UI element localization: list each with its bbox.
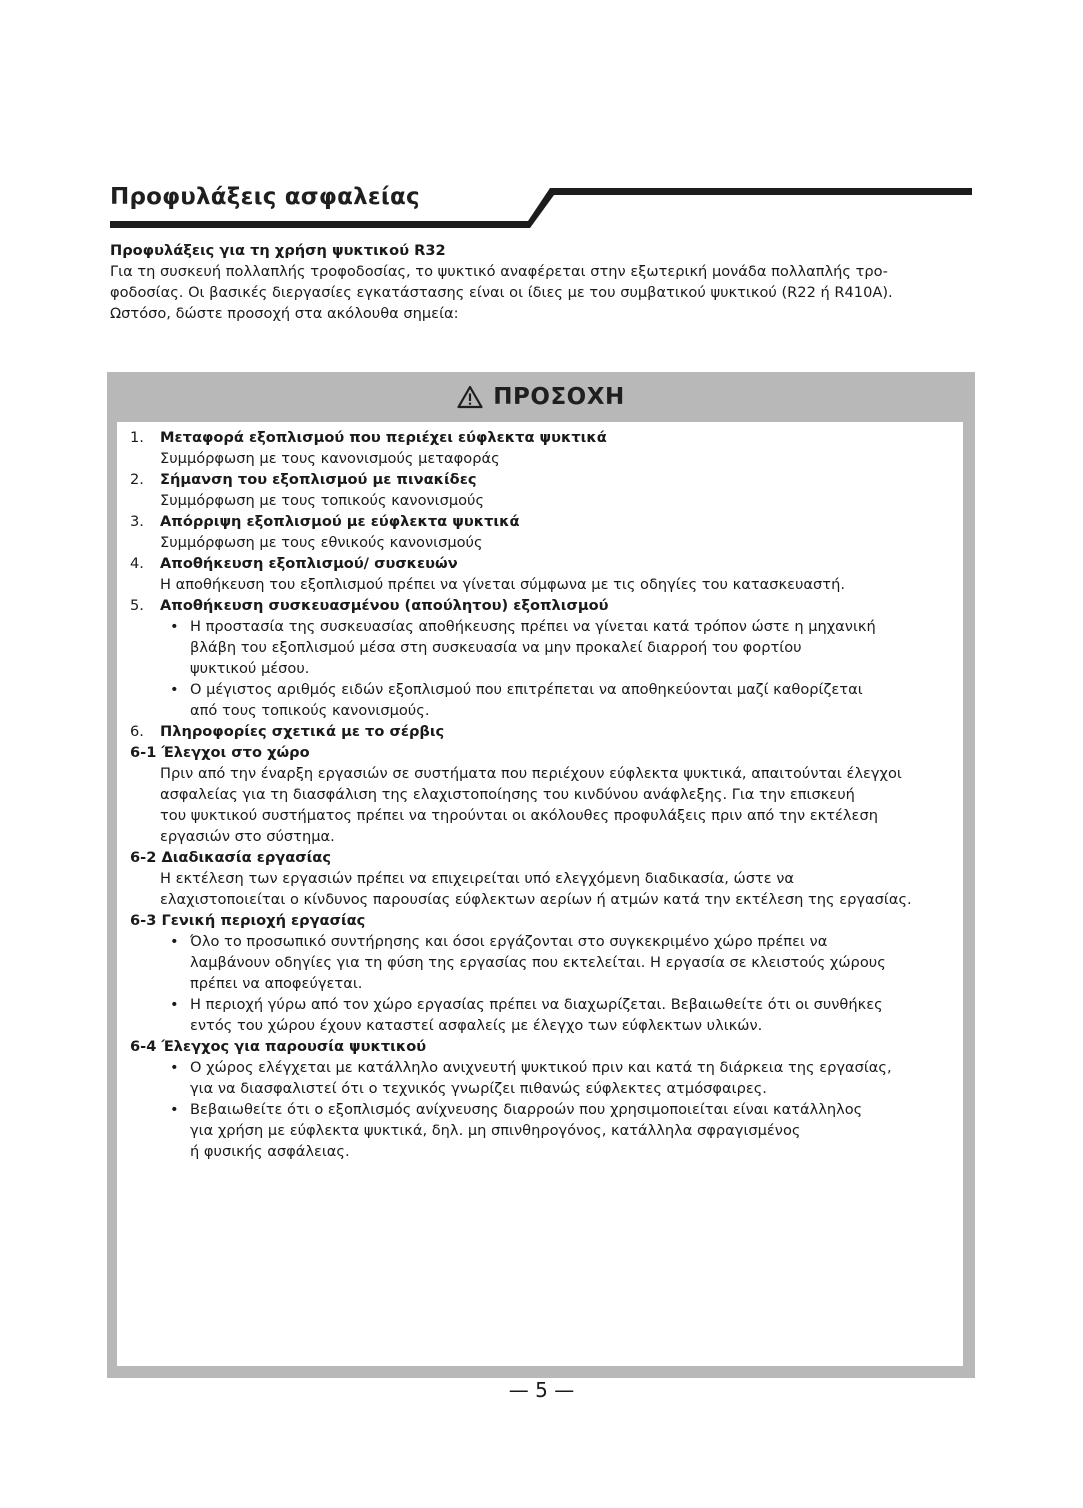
subsection-title: 6-2 Διαδικασία εργασίας — [130, 849, 331, 866]
subsection-title: 6-3 Γενική περιοχή εργασίας — [130, 912, 366, 929]
bullet-item — [117, 1057, 963, 1099]
bullet-line: για να διασφαλιστεί ότι ο τεχνικός γνωρίζει πιθανώς εύφλεκτες ατμόσφαιρες. — [190, 1080, 767, 1097]
bullet-dot: • — [170, 933, 179, 950]
item-body: Συμμόρφωση με τους τοπικούς κανονισμούς — [160, 492, 485, 509]
item-number: 5. — [130, 597, 144, 614]
caution-item — [117, 553, 963, 595]
bullet-item — [117, 679, 963, 721]
bullet-dot: • — [170, 681, 179, 698]
item-number: 3. — [130, 513, 144, 530]
warning-triangle-icon — [457, 385, 483, 409]
item-title: Αποθήκευση συσκευασμένου (απούλητου) εξοπλισμού — [160, 597, 609, 614]
bullet-dot: • — [170, 618, 179, 635]
item-title: Μεταφορά εξοπλισμού που περιέχει εύφλεκτα ψυκτικά — [160, 429, 607, 446]
subsection-line: Η εκτέλεση των εργασιών πρέπει να επιχειρείται υπό ελεγχόμενη διαδικασία, ώστε να — [160, 870, 795, 887]
item-body: Συμμόρφωση με τους κανονισμούς μεταφοράς — [160, 450, 500, 467]
item-number: 1. — [130, 429, 144, 446]
item-title: Σήμανση του εξοπλισμού με πινακίδες — [160, 471, 477, 488]
item-title: Απόρριψη εξοπλισμού με εύφλεκτα ψυκτικά — [160, 513, 520, 530]
item-body: Συμμόρφωση με τους εθνικούς κανονισμούς — [160, 534, 483, 551]
subsection-title: 6-1 Έλεγχοι στο χώρο — [130, 744, 310, 761]
caution-item — [117, 427, 963, 469]
bullet-line: βλάβη του εξοπλισμού μέσα στη συσκευασία να μην προκαλεί διαρροή του φορτίου — [190, 639, 802, 656]
bullet-line: για χρήση με εύφλεκτα ψυκτικά, δηλ. μη σπινθηρογόνος, κατάλληλα σφραγισμένος — [190, 1122, 801, 1139]
caution-box — [107, 372, 975, 1378]
subsection — [117, 847, 963, 910]
page-number: — 5 — — [508, 1378, 575, 1402]
bullet-line: Βεβαιωθείτε ότι ο εξοπλισμός ανίχνευσης διαρροών που χρησιμοποιείται είναι κατάλληλος — [190, 1101, 863, 1118]
bullet-line: εντός του χώρου έχουν καταστεί ασφαλείς με έλεγχο των εύφλεκτων υλικών. — [190, 1017, 763, 1034]
intro-heading: Προφυλάξεις για τη χρήση ψυκτικού R32 — [110, 242, 446, 259]
intro-line: Για τη συσκευή πολλαπλής τροφοδοσίας, το ψυκτικό αναφέρεται στην εξωτερική μονάδα πολλαπλής τρο- — [110, 263, 888, 280]
bullet-line: Όλο το προσωπικό συντήρησης και όσοι εργάζονται στο συγκεκριμένο χώρο πρέπει να — [190, 933, 828, 950]
subsection — [117, 1036, 963, 1162]
caution-title: ΠΡΟΣΟΧΗ — [493, 384, 625, 410]
intro-section — [110, 240, 970, 324]
item-number: 4. — [130, 555, 144, 572]
bullet-item — [117, 616, 963, 679]
subsection — [117, 742, 963, 847]
item-body: Η αποθήκευση του εξοπλισμού πρέπει να γίνεται σύμφωνα με τις οδηγίες του κατασκευαστή. — [160, 576, 845, 593]
bullet-dot: • — [170, 1059, 179, 1076]
bullet-line: πρέπει να αποφεύγεται. — [190, 975, 363, 992]
caution-item — [117, 511, 963, 553]
subsection-line: εργασιών στο σύστημα. — [160, 828, 335, 845]
intro-line: φοδοσίας. Οι βασικές διεργασίες εγκατάστασης είναι οι ίδιες με του συμβατικού ψυκτικού (R22 ή R410A). — [110, 284, 893, 301]
subsection — [117, 910, 963, 1036]
caution-item — [117, 721, 963, 742]
bullet-item — [117, 931, 963, 994]
item-number: 2. — [130, 471, 144, 488]
bullet-dot: • — [170, 996, 179, 1013]
bullet-line: Η προστασία της συσκευασίας αποθήκευσης πρέπει να γίνεται κατά τρόπον ώστε η μηχανική — [190, 618, 876, 635]
bullet-line: Ο χώρος ελέγχεται με κατάλληλο ανιχνευτή ψυκτικού πριν και κατά τη διάρκεια της εργασίας, — [190, 1059, 892, 1076]
bullet-line: λαμβάνουν οδηγίες για τη φύση της εργασίας που εκτελείται. Η εργασία σε κλειστούς χώρους — [190, 954, 886, 971]
caution-header — [107, 372, 975, 422]
caution-content — [117, 422, 963, 1366]
subsection-title: 6-4 Έλεγχος για παρουσία ψυκτικού — [130, 1038, 427, 1055]
bullet-item — [117, 994, 963, 1036]
subsection-line: του ψυκτικού συστήματος πρέπει να τηρούνται οι ακόλουθες προφυλάξεις πριν από την εκτέλεση — [160, 807, 878, 824]
page-title: Προφυλάξεις ασφαλείας — [110, 184, 420, 210]
bullet-dot: • — [170, 1101, 179, 1118]
subsection-line: ελαχιστοποιείται ο κίνδυνος παρουσίας εύφλεκτων αερίων ή ατμών κατά την εκτέλεση της εργασίας. — [160, 891, 912, 908]
bullet-line: ή φυσικής ασφάλειας. — [190, 1143, 350, 1160]
bullet-item — [117, 1099, 963, 1162]
bullet-line: Η περιοχή γύρω από τον χώρο εργασίας πρέπει να διαχωρίζεται. Βεβαιωθείτε ότι οι συνθήκες — [190, 996, 883, 1013]
intro-line: Ωστόσο, δώστε προσοχή στα ακόλουθα σημεία: — [110, 305, 459, 322]
item-title: Πληροφορίες σχετικά με το σέρβις — [160, 723, 445, 740]
item-number: 6. — [130, 723, 144, 740]
caution-item — [117, 469, 963, 511]
subsection-line: ασφαλείας για τη διασφάλιση της ελαχιστοποίησης του κινδύνου ανάφλεξης. Για την επισκευή — [160, 786, 855, 803]
caution-item — [117, 595, 963, 721]
bullet-line: από τους τοπικούς κανονισμούς. — [190, 702, 430, 719]
bullet-line: Ο μέγιστος αριθμός ειδών εξοπλισμού που επιτρέπεται να αποθηκεύονται μαζί καθορίζεται — [190, 681, 863, 698]
subsection-line: Πριν από την έναρξη εργασιών σε συστήματα που περιέχουν εύφλεκτα ψυκτικά, απαιτούνται έλεγχοι — [160, 765, 902, 782]
section-header — [110, 182, 972, 230]
bullet-line: ψυκτικού μέσου. — [190, 660, 310, 677]
item-title: Αποθήκευση εξοπλισμού/ συσκευών — [160, 555, 458, 572]
